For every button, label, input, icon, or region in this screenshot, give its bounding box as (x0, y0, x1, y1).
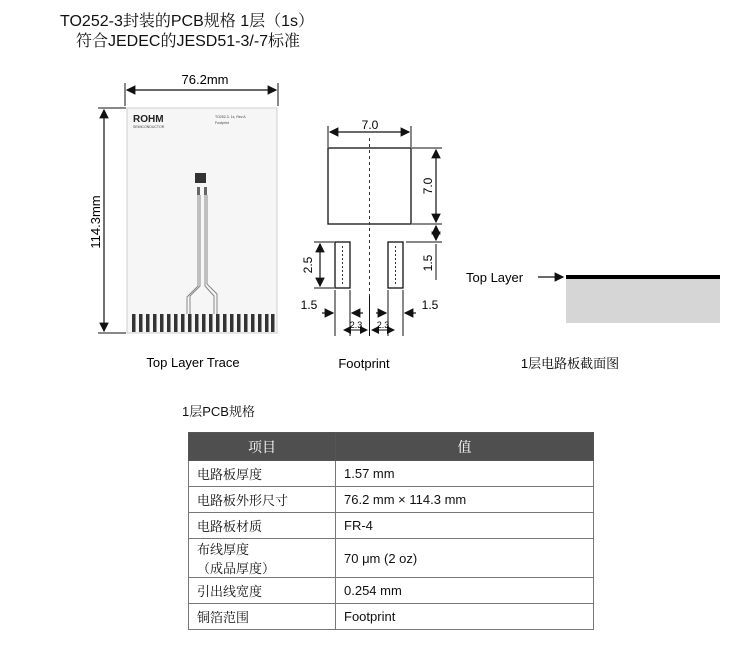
row-value: FR-4 (336, 513, 594, 539)
table-row (189, 513, 594, 539)
row-item (189, 539, 336, 578)
dim-lead-width-left: 1.5 (300, 298, 318, 312)
board-small-text-1: TO252-3, 1s, Rev.A (215, 115, 246, 119)
footprint-drawing (301, 118, 442, 371)
top-layer-label: Top Layer (466, 270, 524, 285)
component-lead (204, 187, 207, 195)
dim-pitch-right: 2.3 (376, 320, 390, 330)
row-item: 电路板厚度 (189, 461, 336, 487)
dim-lead-width-right: 1.5 (421, 298, 439, 312)
row-item: 铜箔范围 (189, 604, 336, 630)
header-item: 项目 (189, 433, 336, 461)
board-width-label: 76.2mm (181, 72, 229, 87)
pcb-spec-table (188, 432, 594, 630)
dim-lead-length: 2.5 (301, 256, 315, 274)
page-title-line2: 符合JEDEC的JESD51-3/-7标准 (76, 33, 301, 50)
board-height-label: 114.3mm (88, 195, 103, 249)
dim-pitch-left: 2.3 (349, 320, 363, 330)
component-pad (195, 173, 206, 183)
table-row (189, 539, 594, 578)
pcb-board-drawing (88, 72, 278, 370)
row-item: 电路板材质 (189, 513, 336, 539)
footprint-caption: Footprint (338, 356, 390, 371)
footprint-lead-pad-right (388, 242, 403, 288)
row-value: 0.254 mm (336, 578, 594, 604)
header-value: 值 (336, 433, 594, 461)
substrate (566, 279, 720, 323)
table-row (189, 487, 594, 513)
component-lead (197, 187, 200, 195)
board-caption: Top Layer Trace (146, 355, 240, 370)
copper-layer (566, 275, 720, 279)
row-value: 70 μm (2 oz) (336, 539, 594, 578)
dim-pad-width: 7.0 (361, 118, 379, 132)
table-row (189, 578, 594, 604)
page-title-line1: TO252-3封装的PCB规格 1层（1s） (60, 13, 314, 30)
row-item-line2: （成品厚度） (197, 561, 276, 576)
pcb-outline (127, 108, 277, 333)
cross-section-drawing (466, 270, 720, 371)
rohm-logo: ROHM (133, 114, 164, 125)
row-value: Footprint (336, 604, 594, 630)
board-small-text-2: Footprint (215, 121, 229, 125)
row-item: 引出线宽度 (189, 578, 336, 604)
table-row (189, 604, 594, 630)
table-row (189, 461, 594, 487)
row-value: 76.2 mm × 114.3 mm (336, 487, 594, 513)
table-header-row (189, 433, 594, 461)
row-item-line1: 布线厚度 (197, 542, 250, 557)
table-title: 1层PCB规格 (182, 404, 255, 419)
footprint-lead-pad-left (335, 242, 350, 288)
row-value: 1.57 mm (336, 461, 594, 487)
dim-gap: 1.5 (421, 254, 435, 272)
rohm-logo-sub: SEMICONDUCTOR (133, 125, 165, 129)
dim-pad-height: 7.0 (421, 177, 435, 195)
row-item: 电路板外形尺寸 (189, 487, 336, 513)
edge-connector (132, 314, 275, 332)
cross-section-caption: 1层电路板截面图 (520, 356, 620, 371)
